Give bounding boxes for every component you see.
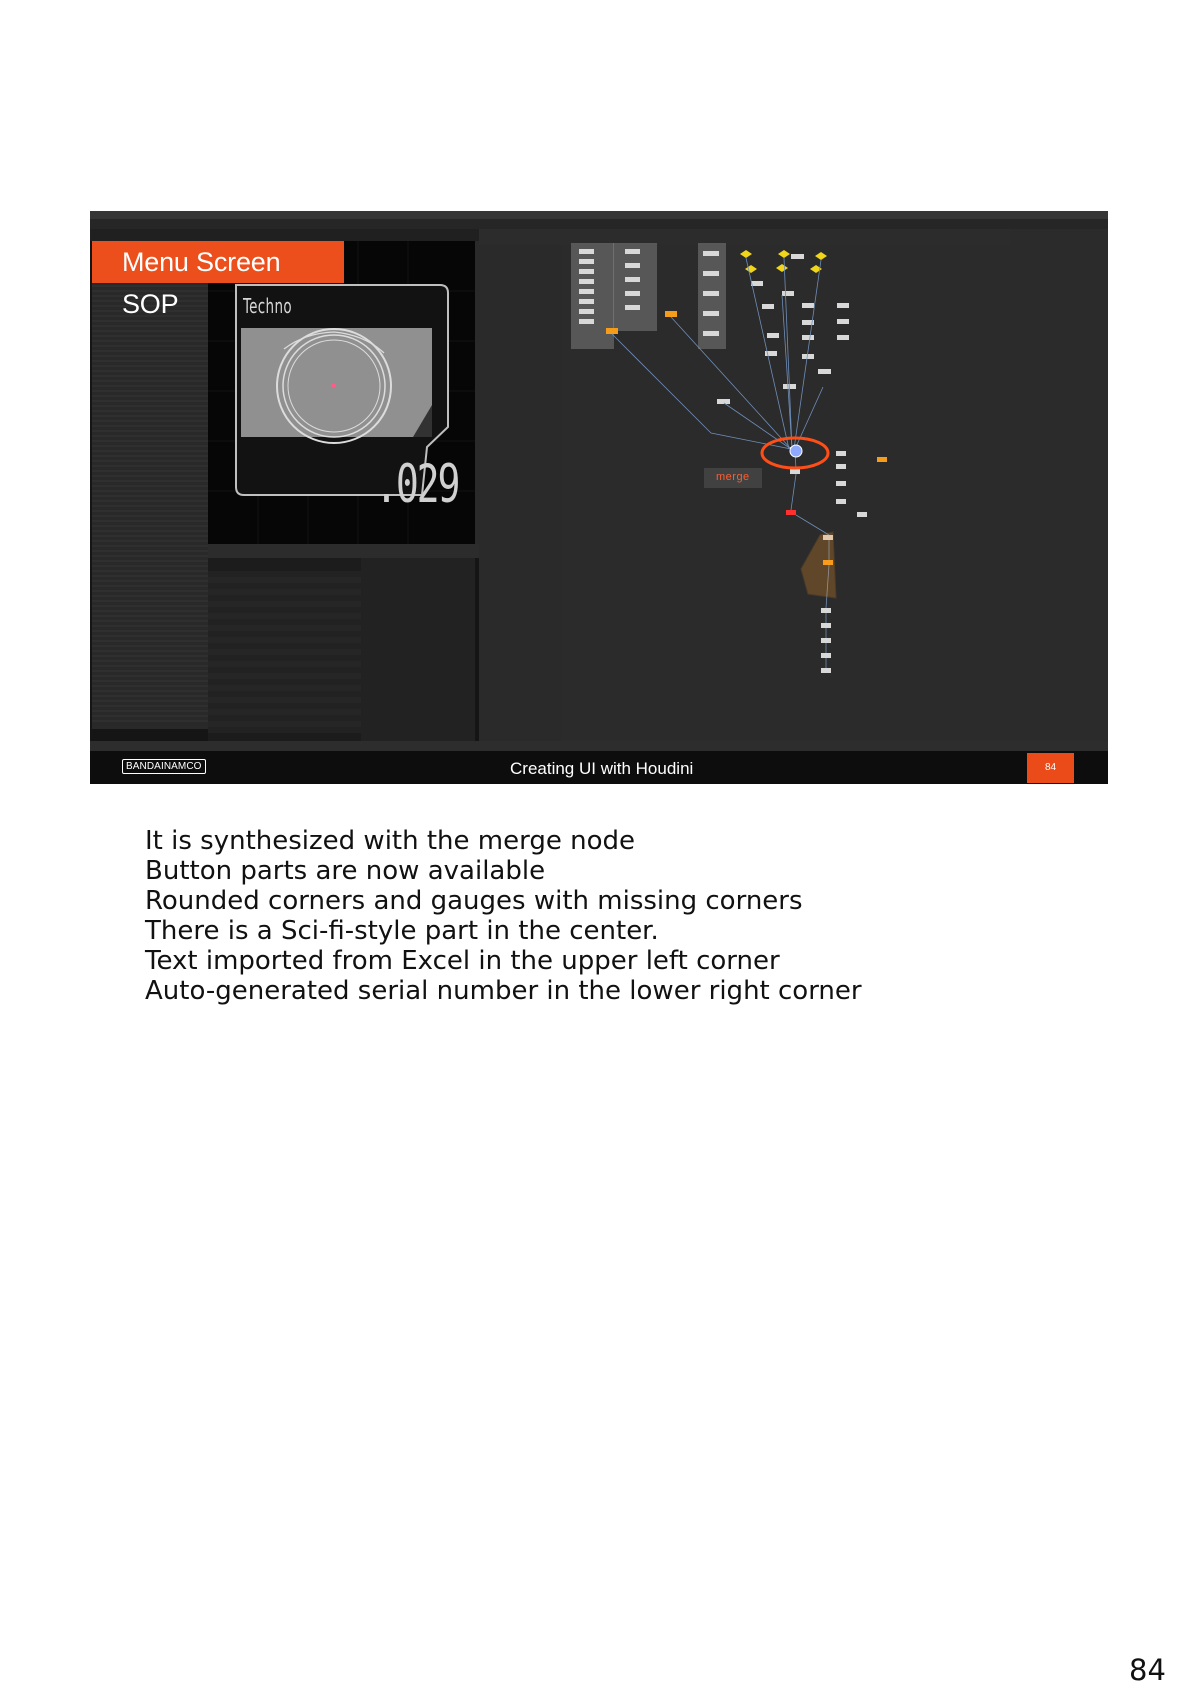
bandai-namco-logo: BANDAINAMCO xyxy=(122,759,206,774)
page-number: 84 xyxy=(1129,1653,1166,1687)
network-tabs xyxy=(479,229,1010,245)
notes-line: Text imported from Excel in the upper left corner xyxy=(145,946,780,976)
center-marker xyxy=(331,384,336,387)
notes-line: Auto-generated serial number in the lower right corner xyxy=(145,976,862,1006)
lower-middle-panel xyxy=(361,558,475,741)
lower-left-tabs xyxy=(208,544,503,558)
techno-label: Techno xyxy=(243,294,293,318)
notes-line: Rounded corners and gauges with missing corners xyxy=(145,886,803,916)
parameter-rows xyxy=(208,571,361,733)
toolbar-row xyxy=(90,219,1108,229)
notes-line: It is synthesized with the merge node xyxy=(145,826,635,856)
serial-number: .029 xyxy=(375,454,459,515)
node-group-2 xyxy=(613,243,657,331)
menu-screen-sop-label: Menu Screen SOP xyxy=(92,241,344,283)
bottom-toolbar xyxy=(90,741,1108,751)
gauge-shade xyxy=(241,328,432,437)
slide-screenshot xyxy=(90,211,1108,784)
parameter-panel-right xyxy=(1010,229,1108,741)
notes-line: There is a Sci-fi-style part in the center. xyxy=(145,916,659,946)
notes-line: Button parts are now available xyxy=(145,856,546,886)
menu-bar xyxy=(90,211,1108,219)
merge-node-label: merge xyxy=(716,471,750,483)
speaker-notes xyxy=(145,826,1045,1006)
footer-title: Creating UI with Houdini xyxy=(510,759,694,778)
merge-node-icon xyxy=(790,445,802,457)
slide-page-number: 84 xyxy=(1027,753,1074,783)
network-editor-left xyxy=(479,245,561,741)
